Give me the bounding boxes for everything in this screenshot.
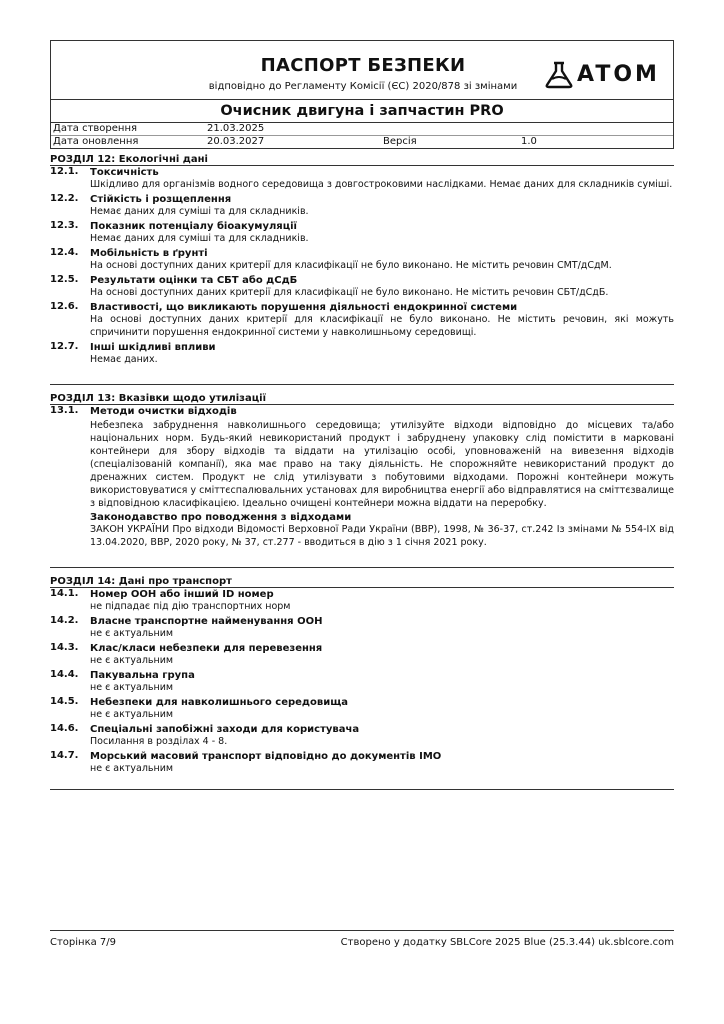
section-item xyxy=(50,220,674,247)
item-text: На основі доступних даних критерії для класифікації не було виконано. Не містить речовин СБТ/дСдБ. xyxy=(90,287,609,298)
regulation-subtitle: відповідно до Регламенту Комісії (ЄС) 2020/878 зі змінами xyxy=(208,81,518,92)
updated-value: 20.03.2027 xyxy=(207,136,265,147)
item-number: 14.5. xyxy=(50,696,79,707)
section-14 xyxy=(50,567,674,790)
item-text: не є актуальним xyxy=(90,628,174,639)
item-title: Методи очистки відходів xyxy=(90,406,237,417)
section-item xyxy=(50,642,674,669)
item-title: Морський масовий транспорт відповідно до документів IMO xyxy=(90,751,442,762)
item-number: 14.6. xyxy=(50,723,79,734)
item-text: не є актуальним xyxy=(90,709,174,720)
item-title: Результати оцінки та СБТ або дСдБ xyxy=(90,275,298,286)
item-number: 12.6. xyxy=(50,301,79,312)
flask-icon xyxy=(543,61,575,89)
item-number: 14.1. xyxy=(50,588,79,599)
updated-row xyxy=(51,136,673,148)
item-text: Шкідливо для організмів водного середовища з довгостроковими наслідками. Немає даних для складників суміші. xyxy=(90,179,673,190)
section-item xyxy=(50,341,674,368)
document-header xyxy=(50,40,674,149)
created-row xyxy=(51,123,673,136)
section-14-title: РОЗДІЛ 14: Дані про транспорт xyxy=(50,576,232,587)
item-text: Немає даних для суміші та для складників. xyxy=(90,233,309,244)
updated-label: Дата оновлення xyxy=(53,136,139,147)
section-item xyxy=(50,723,674,750)
section-item xyxy=(50,750,674,777)
item-title: Властивості, що викликають порушення діяльності ендокринної системи xyxy=(90,302,518,313)
item-title: Номер ООН або інший ID номер xyxy=(90,589,274,600)
item-text: Немає даних. xyxy=(90,354,158,365)
item-number: 14.4. xyxy=(50,669,79,680)
item-title: Пакувальна група xyxy=(90,670,195,681)
item-text: Посилання в розділах 4 - 8. xyxy=(90,736,228,747)
created-with: Створено у додатку SBLCore 2025 Blue (25.3.44) uk.sblcore.com xyxy=(340,937,674,948)
item-title: Небезпеки для навколишнього середовища xyxy=(90,697,349,708)
product-name: Очисник двигуна і запчастин PRO xyxy=(51,100,673,123)
item-number: 12.7. xyxy=(50,341,79,352)
item-number: 12.2. xyxy=(50,193,79,204)
item-text: не є актуальним xyxy=(90,763,174,774)
item-number: 14.2. xyxy=(50,615,79,626)
law-text: ЗАКОН УКРАЇНИ Про відходи Відомості Верховної Ради України (ВВР), 1998, № 36-37, ст.242 Із змінами № 554-IX від 13.04.2020, ВВР, 2020 року, № 37, ст.277 - вводиться в дію з 1 січня 2021 року. xyxy=(90,524,674,548)
section-item xyxy=(50,301,674,341)
section-item xyxy=(50,193,674,220)
item-text: не підпадає під дію транспортних норм xyxy=(90,601,291,612)
section-13 xyxy=(50,384,674,551)
created-label: Дата створення xyxy=(53,123,137,134)
atom-logo xyxy=(543,61,673,91)
section-12-title: РОЗДІЛ 12: Екологічні дані xyxy=(50,154,208,165)
item-title: Стійкість і розщеплення xyxy=(90,194,232,205)
logo-text: ATOM xyxy=(577,62,660,87)
item-text: не є актуальним xyxy=(90,655,174,666)
item-number: 12.4. xyxy=(50,247,79,258)
item-title: Клас/класи небезпеки для перевезення xyxy=(90,643,323,654)
item-text: На основі доступних даних критерії для класифікації не було виконано. Не містить речовин СМТ/дСдМ. xyxy=(90,260,612,271)
item-number: 12.1. xyxy=(50,166,79,177)
item-title: Мобільність в ґрунті xyxy=(90,248,208,259)
item-title: Показник потенціалу біоакумуляції xyxy=(90,221,297,232)
item-title: Інші шкідливі впливи xyxy=(90,342,216,353)
version-label: Версія xyxy=(383,136,417,147)
created-value: 21.03.2025 xyxy=(207,123,265,134)
item-title: Токсичність xyxy=(90,167,159,178)
item-number: 12.3. xyxy=(50,220,79,231)
section-item xyxy=(50,247,674,274)
version-value: 1.0 xyxy=(521,136,537,147)
section-item xyxy=(50,405,674,551)
document-page xyxy=(50,40,674,790)
section-item xyxy=(50,588,674,615)
item-number: 12.5. xyxy=(50,274,79,285)
section-item xyxy=(50,669,674,696)
item-text: Небезпека забруднення навколишнього середовища; утилізуйте відходи відповідно до місцевих та/або національних норм. Будь-який невикористаний продукт і забруднену упаковку слід помістити в марковані контейнери для збору відходів та віддати на утилізацію особі, уповноваженій на вивезення відходів (спеціалізованій компанії), яка має право на таку діяльність. Не спорожняйте невикористаний продукт до дренажних систем. Продукт не слід утилізувати з побутовими відходами. Порожні контейнери можуть використовуватися у сміттєспалювальних установах для виробництва енергії або відправлятися на сміттєзвалище з відповідною класифікацією. Ідеально очищені контейнери можна віддати на переробку. xyxy=(90,420,674,509)
item-number: 13.1. xyxy=(50,405,79,416)
law-title: Законодавство про поводження з відходами xyxy=(90,512,352,523)
item-text: На основі доступних даних критерії для класифікації не було виконано. Не містить речовин, які можуть спричинити порушення ендокринної системи у навколишньому середовищі. xyxy=(90,314,674,338)
section-13-title: РОЗДІЛ 13: Вказівки щодо утилізації xyxy=(50,393,266,404)
section-item xyxy=(50,696,674,723)
item-number: 14.3. xyxy=(50,642,79,653)
document-title: ПАСПОРТ БЕЗПЕКИ xyxy=(260,55,466,76)
section-item xyxy=(50,166,674,193)
item-number: 14.7. xyxy=(50,750,79,761)
item-title: Власне транспортне найменування ООН xyxy=(90,616,323,627)
section-12 xyxy=(50,154,674,368)
item-title: Спеціальні запобіжні заходи для користувача xyxy=(90,724,360,735)
page-number: Сторінка 7/9 xyxy=(50,937,117,948)
section-item xyxy=(50,274,674,301)
item-text: Немає даних для суміші та для складників. xyxy=(90,206,309,217)
item-text: не є актуальним xyxy=(90,682,174,693)
section-item xyxy=(50,615,674,642)
